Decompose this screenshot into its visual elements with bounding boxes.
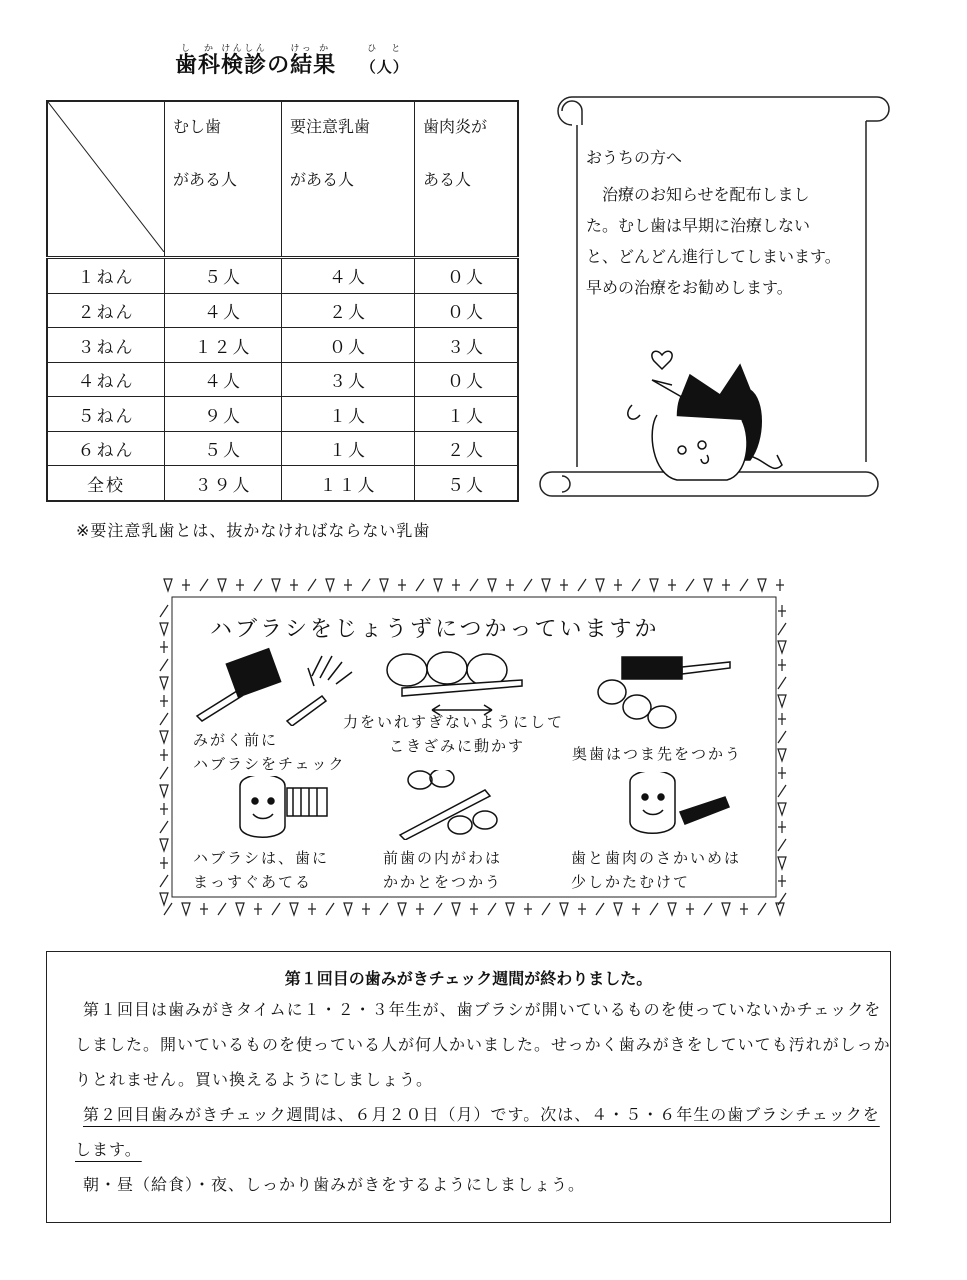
diagonal-corner-cell (47, 101, 165, 258)
border-icon (290, 579, 298, 591)
border-icon (182, 579, 190, 591)
border-icon (452, 579, 460, 591)
border-icon (596, 579, 604, 591)
value-cell: ３人 (282, 362, 415, 397)
border-icon (778, 695, 786, 707)
border-icon (160, 857, 168, 869)
border-icon (488, 903, 496, 915)
border-icon (218, 903, 226, 915)
border-icon (778, 623, 786, 635)
border-icon (778, 857, 786, 869)
border-icon (326, 579, 334, 591)
notice-text (586, 142, 841, 303)
value-cell: １人 (282, 431, 415, 466)
border-icon (650, 579, 658, 591)
border-icon (704, 903, 712, 915)
border-icon (722, 579, 730, 591)
border-icon (164, 579, 172, 591)
value-cell: ５人 (165, 258, 282, 294)
border-icon (160, 839, 168, 851)
check-week-body (75, 992, 895, 1202)
value-cell: ２人 (282, 293, 415, 328)
table-row (47, 328, 518, 363)
baby-teeth-note: ※要注意乳歯とは、抜かなければならない乳歯 (76, 521, 431, 540)
border-icon (344, 903, 352, 915)
border-icon (614, 579, 622, 591)
border-icon (778, 803, 786, 815)
border-icon (524, 903, 532, 915)
value-cell: ９人 (165, 397, 282, 432)
border-icon (542, 903, 550, 915)
border-icon (506, 903, 514, 915)
value-cell: ４人 (282, 258, 415, 294)
header-gingivitis: 歯肉炎が ある人 (415, 101, 519, 258)
border-icon (778, 713, 786, 725)
border-icon (236, 579, 244, 591)
border-icon (722, 903, 730, 915)
tip-check-brush: みがく前に ハブラシをチェック (193, 731, 346, 773)
grade-cell: ６ねん (47, 431, 165, 466)
border-icon (416, 903, 424, 915)
border-icon (778, 821, 786, 833)
border-icon (272, 579, 280, 591)
border-icon (776, 579, 784, 591)
border-icon (160, 713, 168, 725)
border-icon (542, 579, 550, 591)
grade-cell: 全校 (47, 466, 165, 501)
value-cell: ３９人 (165, 466, 282, 501)
grade-cell: ５ねん (47, 397, 165, 432)
border-icon (434, 579, 442, 591)
border-icon (290, 903, 298, 915)
border-icon (416, 579, 424, 591)
border-icon (778, 659, 786, 671)
border-icon (434, 903, 442, 915)
grade-cell: ４ねん (47, 362, 165, 397)
border-icon (160, 605, 168, 617)
table-row (47, 466, 518, 501)
border-icon (160, 875, 168, 887)
check-week-title: 第１回目の歯みがきチェック週間が終わりました。 (284, 969, 653, 988)
border-icon (308, 903, 316, 915)
border-icon (686, 903, 694, 915)
grade-cell: ３ねん (47, 328, 165, 363)
border-icon (398, 579, 406, 591)
results-table (46, 100, 519, 502)
check-week-paragraph-2: 第２回目歯みがきチェック週間は、６月２０日（月）です。次は、４・５・６年生の歯ブラシチェックをします。 (75, 1105, 880, 1159)
gumline-illustration (625, 772, 735, 842)
border-icon (160, 767, 168, 779)
value-cell: ５人 (415, 466, 519, 501)
border-icon (740, 903, 748, 915)
border-icon (308, 579, 316, 591)
grade-cell: ２ねん (47, 293, 165, 328)
border-icon (758, 579, 766, 591)
value-cell: ４人 (165, 362, 282, 397)
border-icon (160, 677, 168, 689)
front-brushing-illustration (235, 776, 335, 846)
border-icon (668, 903, 676, 915)
border-icon (614, 903, 622, 915)
border-icon (160, 659, 168, 671)
border-icon (362, 579, 370, 591)
border-icon (344, 579, 352, 591)
border-icon (778, 605, 786, 617)
border-icon (650, 903, 658, 915)
header-baby-teeth: 要注意乳歯 がある人 (282, 101, 415, 258)
border-icon (326, 903, 334, 915)
border-icon (160, 785, 168, 797)
border-icon (778, 731, 786, 743)
border-icon (778, 785, 786, 797)
border-icon (776, 903, 784, 915)
border-icon (704, 579, 712, 591)
inner-front-teeth-illustration (390, 770, 520, 840)
border-icon (160, 803, 168, 815)
value-cell: ３人 (415, 328, 519, 363)
border-icon (160, 623, 168, 635)
value-cell: ４人 (165, 293, 282, 328)
border-icon (164, 903, 172, 915)
border-icon (160, 695, 168, 707)
table-row (47, 362, 518, 397)
results-title-text: 歯し科か検けん診しんの結けっ果か (175, 44, 337, 78)
border-icon (452, 903, 460, 915)
border-icon (668, 579, 676, 591)
border-icon (200, 579, 208, 591)
border-icon (758, 903, 766, 915)
table-row (47, 397, 518, 432)
border-icon (254, 903, 262, 915)
toothbrush-check-illustration (192, 646, 362, 726)
tip-gumline: 歯と歯肉のさかいめは 少しかたむけて (571, 849, 742, 891)
border-icon (470, 903, 478, 915)
value-cell: ０人 (415, 258, 519, 294)
value-cell: １人 (415, 397, 519, 432)
border-icon (160, 731, 168, 743)
table-row (47, 431, 518, 466)
border-icon (578, 903, 586, 915)
tip-inner-heel: 前歯の内がわは かかとをつかう (383, 849, 503, 891)
value-cell: ０人 (415, 293, 519, 328)
value-cell: １人 (282, 397, 415, 432)
header-cavities: むし歯 がある人 (165, 101, 282, 258)
value-cell: ０人 (415, 362, 519, 397)
border-icon (686, 579, 694, 591)
border-icon (218, 579, 226, 591)
value-cell: ２人 (415, 431, 519, 466)
border-icon (380, 579, 388, 591)
notice-heading: おうちの方へ (586, 148, 683, 167)
value-cell: ５人 (165, 431, 282, 466)
border-icon (160, 749, 168, 761)
border-icon (778, 875, 786, 887)
check-week-box (46, 951, 891, 1223)
diagonal-line (48, 102, 164, 252)
border-icon (200, 903, 208, 915)
border-icon (524, 579, 532, 591)
border-icon (362, 903, 370, 915)
tip-back-teeth: 奥歯はつま先をつかう (572, 745, 743, 763)
results-unit: （人）ひと (360, 44, 409, 76)
tip-straight: ハブラシは、歯に まっすぐあてる (193, 849, 330, 891)
border-icon (488, 579, 496, 591)
border-icon (506, 579, 514, 591)
check-week-paragraph-3: 朝・昼（給食）・夜、しっかり歯みがきをするようにしましょう。 (83, 1175, 586, 1194)
border-icon (160, 821, 168, 833)
border-icon (160, 893, 168, 905)
devil-tooth-mascot (612, 345, 792, 495)
notice-body: 治療のお知らせを配布しました。むし歯は早期に治療しないと、どんどん進行してしまいます。早めの治療をお勧めします。 (586, 185, 841, 297)
border-icon (254, 579, 262, 591)
border-icon (578, 579, 586, 591)
border-icon (470, 579, 478, 591)
border-icon (596, 903, 604, 915)
border-icon (778, 749, 786, 761)
border-icon (632, 579, 640, 591)
border-icon (778, 641, 786, 653)
value-cell: １１人 (282, 466, 415, 501)
back-teeth-illustration (592, 652, 732, 732)
value-cell: ０人 (282, 328, 415, 363)
brushing-title: ハブラシをじょうずにつかっていますか (210, 617, 660, 642)
grade-cell: １ねん (47, 258, 165, 294)
tip-gentle-motion: 力をいれすぎないようにして こきざみに動かす (343, 713, 565, 755)
value-cell: １２人 (165, 328, 282, 363)
border-icon (398, 903, 406, 915)
border-icon (560, 579, 568, 591)
border-icon (778, 767, 786, 779)
table-row (47, 258, 518, 294)
border-icon (182, 903, 190, 915)
border-icon (740, 579, 748, 591)
border-icon (272, 903, 280, 915)
border-icon (380, 903, 388, 915)
check-week-paragraph-1: 第１回目は歯みがきタイムに１・２・３年生が、歯ブラシが開いているものを使っていないかチェックをしました。開いているものを使っている人が何人かいました。せっかく歯みがきをしていても汚れがしっかりとれません。買い換えるようにしましょう。 (75, 1000, 891, 1089)
border-icon (160, 641, 168, 653)
border-icon (560, 903, 568, 915)
table-row (47, 293, 518, 328)
border-icon (236, 903, 244, 915)
border-icon (778, 839, 786, 851)
border-icon (632, 903, 640, 915)
results-title (175, 44, 409, 79)
border-icon (778, 677, 786, 689)
